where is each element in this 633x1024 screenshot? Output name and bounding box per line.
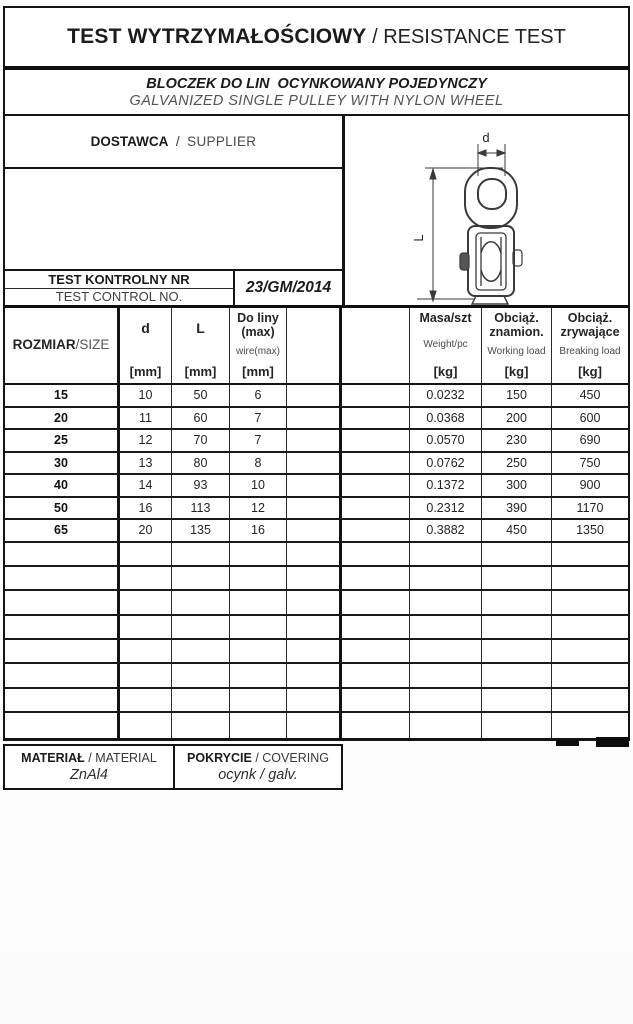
title-polish: TEST WYTRZYMAŁOŚCIOWY — [67, 25, 367, 48]
test-control-label-polish: TEST KONTROLNY NR — [5, 271, 233, 289]
header-length — [172, 308, 230, 383]
table-cell: 150 — [482, 385, 552, 406]
table-cell: 13 — [120, 453, 172, 474]
table-cell — [342, 453, 410, 474]
table-cell: 15 — [5, 385, 120, 406]
table-cell — [410, 640, 482, 662]
pulley-technical-drawing — [345, 116, 628, 305]
header-rope-pl: Do liny (max) — [237, 311, 279, 339]
scan-artifact — [556, 740, 579, 746]
table-empty-row — [5, 616, 628, 640]
table-cell — [5, 689, 120, 711]
header-size-en: SIZE — [79, 337, 110, 353]
header-length-symbol: L — [196, 320, 205, 336]
table-cell — [342, 385, 410, 406]
material-label-sep: / — [84, 751, 96, 765]
table-cell — [552, 689, 628, 711]
title-english: RESISTANCE TEST — [383, 25, 566, 48]
table-cell — [287, 498, 342, 519]
scan-artifact — [596, 737, 629, 747]
table-cell: 10 — [230, 475, 287, 496]
table-cell — [172, 713, 230, 737]
table-cell — [342, 430, 410, 451]
table-cell — [5, 640, 120, 662]
table-header — [5, 308, 628, 385]
table-cell: 450 — [579, 388, 601, 403]
table-cell: 50 — [5, 498, 120, 519]
table-empty-row — [5, 591, 628, 615]
table-cell — [172, 591, 230, 613]
table-cell — [342, 640, 410, 662]
table-cell — [5, 664, 120, 686]
table-cell — [482, 567, 552, 589]
header-size-pl: ROZMIAR — [12, 337, 76, 353]
table-cell — [342, 689, 410, 711]
table-cell: 65 — [5, 520, 120, 541]
table-cell — [120, 616, 172, 638]
table-cell: 7 — [230, 430, 287, 451]
table-cell — [230, 616, 287, 638]
supplier-label — [5, 116, 342, 169]
table-cell — [230, 543, 287, 565]
header-mass-unit: [kg] — [433, 364, 458, 379]
table-cell — [5, 567, 120, 589]
header-working-pl: Obciąż. znamion. — [489, 311, 544, 339]
subtitle-polish: BLOCZEK DO LIN OCYNKOWANY POJEDYNCZY — [146, 75, 487, 92]
table-empty-row — [5, 664, 628, 688]
table-empty-row — [5, 689, 628, 713]
supplier-label-separator: / — [168, 134, 188, 149]
header-breaking-load — [552, 308, 628, 383]
table-empty-row — [5, 543, 628, 567]
table-cell — [172, 640, 230, 662]
middle-section — [5, 116, 628, 308]
table-cell — [342, 475, 410, 496]
table-cell — [342, 567, 410, 589]
material-label-pl: MATERIAŁ — [21, 751, 85, 765]
supplier-value-field — [5, 169, 342, 271]
table-cell: 600 — [579, 410, 601, 425]
covering-box — [175, 744, 343, 790]
subtitle-english: GALVANIZED SINGLE PULLEY WITH NYLON WHEEL — [129, 92, 504, 109]
header-rope — [230, 308, 287, 383]
title-separator: / — [366, 25, 384, 48]
table-row — [5, 520, 628, 543]
table-cell — [287, 385, 342, 406]
table-cell — [482, 616, 552, 638]
table-row — [5, 475, 628, 498]
bottom-section — [3, 744, 343, 790]
table-row — [5, 385, 628, 408]
table-cell — [482, 640, 552, 662]
header-d-symbol: d — [141, 320, 150, 336]
table-row — [5, 430, 628, 453]
table-cell — [120, 713, 172, 737]
page-title — [5, 8, 628, 70]
table-cell — [342, 591, 410, 613]
table-cell — [287, 616, 342, 638]
table-cell: 1350 — [576, 523, 604, 538]
covering-label-pl: POKRYCIE — [187, 751, 252, 765]
table-cell — [552, 543, 628, 565]
header-mass-en: Weight/pc — [423, 338, 468, 350]
table-cell — [287, 475, 342, 496]
table-cell — [172, 543, 230, 565]
scan-shading — [0, 952, 633, 1024]
table-cell: 230 — [482, 430, 552, 451]
material-box — [3, 744, 175, 790]
header-breaking-en: Breaking load — [559, 345, 621, 357]
covering-label-sep: / — [251, 751, 263, 765]
table-cell: 7 — [230, 408, 287, 429]
header-size — [5, 308, 120, 383]
supplier-section — [5, 116, 345, 305]
table-cell — [230, 689, 287, 711]
header-d-unit: [mm] — [129, 364, 162, 379]
test-control-label-english: TEST CONTROL NO. — [55, 289, 183, 305]
table-cell — [5, 543, 120, 565]
table-cell: 12 — [120, 430, 172, 451]
table-cell: 750 — [579, 455, 601, 470]
table-cell: 6 — [230, 385, 287, 406]
table-cell — [287, 640, 342, 662]
table-cell — [5, 713, 120, 737]
table-row — [5, 408, 628, 431]
table-cell — [287, 713, 342, 737]
table-empty-row — [5, 567, 628, 591]
test-control-row — [5, 271, 342, 305]
table-cell — [342, 713, 410, 737]
table-cell — [552, 616, 628, 638]
table-cell — [287, 430, 342, 451]
table-cell: 14 — [120, 475, 172, 496]
table-cell — [287, 689, 342, 711]
covering-value: ocynk / galv. — [218, 767, 298, 783]
table-cell: 113 — [172, 498, 230, 519]
table-cell: 8 — [230, 453, 287, 474]
table-cell: 390 — [482, 498, 552, 519]
header-working-en: Working load — [487, 345, 546, 357]
table-cell — [410, 616, 482, 638]
table-cell — [120, 591, 172, 613]
table-cell: 70 — [172, 430, 230, 451]
material-value: ZnAl4 — [70, 767, 108, 783]
table-cell: 690 — [579, 433, 601, 448]
header-size-sep: / — [75, 337, 80, 353]
table-cell: 11 — [120, 408, 172, 429]
table-cell — [410, 713, 482, 737]
table-cell: 30 — [5, 453, 120, 474]
table-cell: 200 — [482, 408, 552, 429]
table-cell — [342, 616, 410, 638]
header-breaking-pl: Obciąż. zrywające — [560, 311, 620, 339]
table-cell — [410, 543, 482, 565]
table-cell: 135 — [172, 520, 230, 541]
table-cell — [552, 713, 628, 737]
table-cell: 16 — [120, 498, 172, 519]
table-cell — [172, 616, 230, 638]
header-length-unit: [mm] — [184, 364, 217, 379]
test-control-labels — [5, 271, 235, 305]
header-blank-2 — [342, 308, 410, 383]
table-cell — [5, 616, 120, 638]
supplier-label-polish: DOSTAWCA — [90, 134, 169, 149]
header-mass — [410, 308, 482, 383]
table-cell: 80 — [172, 453, 230, 474]
pulley-drawing-svg — [345, 116, 627, 305]
table-cell — [482, 713, 552, 737]
table-cell — [287, 408, 342, 429]
table-cell — [172, 567, 230, 589]
table-cell — [410, 591, 482, 613]
material-label-en: MATERIAL — [95, 751, 157, 765]
header-blank-1 — [287, 308, 342, 383]
table-cell — [120, 567, 172, 589]
table-cell: 93 — [172, 475, 230, 496]
table-cell: 450 — [482, 520, 552, 541]
header-d — [120, 308, 172, 383]
spec-sheet — [3, 6, 630, 741]
table-body — [5, 385, 628, 738]
dim-l-label: L — [411, 234, 426, 242]
header-rope-en: wire(max) — [236, 345, 280, 357]
material-label — [21, 751, 157, 765]
table-cell: 25 — [5, 430, 120, 451]
table-cell — [552, 567, 628, 589]
table-cell: 40 — [5, 475, 120, 496]
table-cell: 0.0232 — [410, 385, 482, 406]
table-cell — [342, 498, 410, 519]
table-cell — [482, 689, 552, 711]
header-mass-pl: Masa/szt — [419, 311, 472, 325]
table-cell — [552, 640, 628, 662]
table-empty-row — [5, 640, 628, 664]
header-working-unit: [kg] — [504, 364, 529, 379]
table-cell — [410, 567, 482, 589]
covering-label — [187, 751, 329, 765]
table-cell: 16 — [230, 520, 287, 541]
table-cell — [342, 408, 410, 429]
table-cell: 300 — [482, 475, 552, 496]
table-cell — [410, 664, 482, 686]
header-breaking-unit: [kg] — [578, 364, 602, 379]
table-cell — [482, 664, 552, 686]
test-control-number: 23/GM/2014 — [245, 279, 332, 296]
table-cell — [287, 567, 342, 589]
table-cell — [230, 640, 287, 662]
table-cell — [120, 689, 172, 711]
header-rope-unit: [mm] — [242, 364, 274, 379]
table-cell — [482, 543, 552, 565]
table-cell — [5, 591, 120, 613]
table-cell — [410, 689, 482, 711]
table-cell — [342, 543, 410, 565]
table-cell: 0.0368 — [410, 408, 482, 429]
table-cell — [287, 543, 342, 565]
table-cell — [120, 640, 172, 662]
table-cell — [230, 591, 287, 613]
table-cell — [230, 713, 287, 737]
table-empty-row — [5, 713, 628, 737]
dim-d-label: d — [482, 130, 490, 145]
product-subtitle — [5, 70, 628, 116]
table-cell — [120, 664, 172, 686]
supplier-label-english: SUPPLIER — [187, 134, 257, 149]
table-cell: 0.3882 — [410, 520, 482, 541]
table-cell: 0.2312 — [410, 498, 482, 519]
table-cell — [342, 664, 410, 686]
table-cell — [230, 664, 287, 686]
table-cell: 0.0762 — [410, 453, 482, 474]
table-cell: 1170 — [576, 500, 604, 515]
table-cell: 10 — [120, 385, 172, 406]
header-working-load — [482, 308, 552, 383]
table-cell: 20 — [120, 520, 172, 541]
table-cell: 50 — [172, 385, 230, 406]
table-cell — [172, 689, 230, 711]
table-cell — [342, 520, 410, 541]
table-cell: 0.1372 — [410, 475, 482, 496]
table-cell — [230, 567, 287, 589]
table-cell — [287, 520, 342, 541]
covering-label-en: COVERING — [262, 751, 329, 765]
table-cell — [287, 453, 342, 474]
table-cell — [482, 591, 552, 613]
table-row — [5, 498, 628, 521]
table-cell: 20 — [5, 408, 120, 429]
table-cell: 12 — [230, 498, 287, 519]
table-cell — [120, 543, 172, 565]
table-cell: 0.0570 — [410, 430, 482, 451]
table-cell: 60 — [172, 408, 230, 429]
table-cell — [552, 664, 628, 686]
table-cell: 900 — [579, 478, 601, 493]
table-row — [5, 453, 628, 476]
table-cell — [172, 664, 230, 686]
table-cell — [552, 591, 628, 613]
table-cell — [287, 591, 342, 613]
table-cell — [287, 664, 342, 686]
table-cell: 250 — [482, 453, 552, 474]
